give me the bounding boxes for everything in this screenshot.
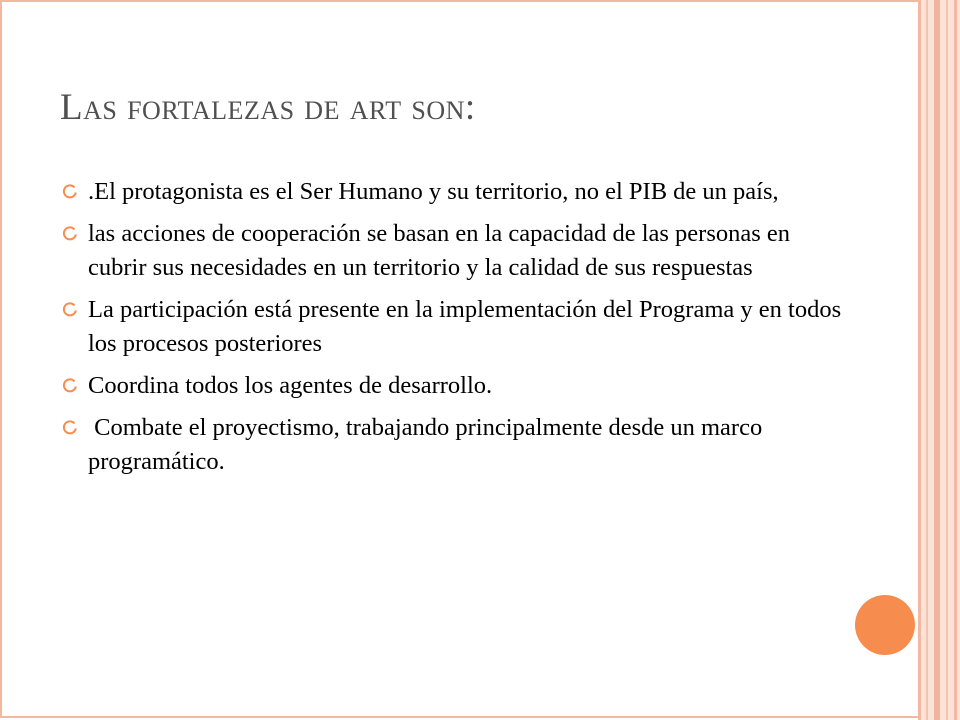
list-item	[56, 217, 846, 285]
decorative-stripe-band	[918, 0, 960, 720]
bullet-text: las acciones de cooperación se basan en la capacidad de las personas en cubrir sus necesidades en un territorio y la calidad de sus respuestas	[88, 220, 791, 281]
stripe-line	[926, 0, 928, 720]
hollow-ring-icon	[62, 302, 78, 318]
bullet-text: Combate el proyectismo, trabajando principalmente desde un marco programático.	[88, 414, 769, 475]
list-item	[56, 293, 846, 361]
list-item	[56, 369, 846, 403]
stripe-line	[934, 0, 940, 720]
stripe-line	[918, 0, 921, 720]
stripe-line	[946, 0, 948, 720]
bullet-text: La participación está presente en la implementación del Programa y en todos los procesos posteriores	[88, 296, 842, 357]
slide-title: Las fortalezas de art son:	[60, 87, 476, 128]
hollow-ring-icon	[62, 378, 78, 394]
bullet-list	[56, 175, 846, 487]
hollow-ring-icon	[62, 226, 78, 242]
list-item	[56, 175, 846, 209]
list-item	[56, 411, 846, 479]
hollow-ring-icon	[62, 184, 78, 200]
hollow-ring-icon	[62, 420, 78, 436]
orange-circle-icon	[855, 595, 915, 655]
stripe-line	[954, 0, 957, 720]
bullet-text: Coordina todos los agentes de desarrollo.	[88, 372, 493, 399]
bullet-text: .El protagonista es el Ser Humano y su territorio, no el PIB de un país,	[88, 178, 779, 205]
